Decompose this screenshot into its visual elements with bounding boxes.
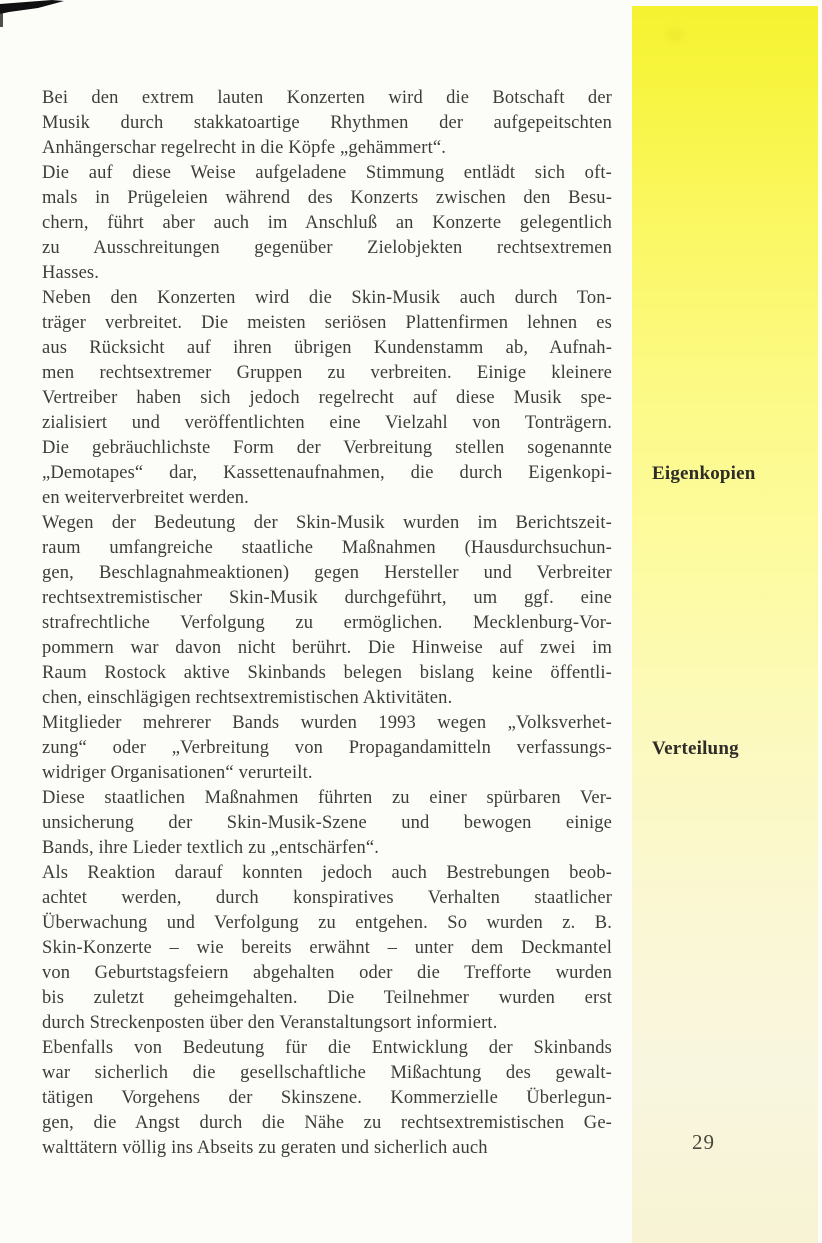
text-line: Diese staatlichen Maßnahmen führten zu einer spürbaren Ver- bbox=[42, 788, 612, 808]
paragraph bbox=[42, 286, 612, 511]
text-line: walttätern völlig ins Abseits zu geraten und sicherlich auch bbox=[42, 1138, 488, 1158]
text-line: en weiterverbreitet werden. bbox=[42, 488, 249, 508]
text-line: Bands, ihre Lieder textlich zu „entschärfen“. bbox=[42, 838, 380, 858]
text-line: Wegen der Bedeutung der Skin-Musik wurden im Berichtszeit- bbox=[42, 513, 612, 533]
text-line: zialisiert und veröffentlichten eine Vielzahl von Tonträgern. bbox=[42, 413, 612, 433]
text-line: Vertreiber haben sich jedoch regelrecht auf diese Musik spe- bbox=[42, 388, 612, 408]
text-line: Neben den Konzerten wird die Skin-Musik auch durch Ton- bbox=[42, 288, 612, 308]
text-line: raum umfangreiche staatliche Maßnahmen (Hausdurchsuchun- bbox=[42, 538, 612, 558]
text-line: strafrechtliche Verfolgung zu ermöglichen. Mecklenburg-Vor- bbox=[42, 613, 612, 633]
text-line: Ebenfalls von Bedeutung für die Entwicklung der Skinbands bbox=[42, 1038, 612, 1058]
body-text bbox=[42, 86, 612, 1161]
text-line: zu Ausschreitungen gegenüber Zielobjekten rechtsextremen bbox=[42, 238, 612, 258]
text-line: rechtsextremistischer Skin-Musik durchgeführt, um ggf. eine bbox=[42, 588, 612, 608]
paragraph bbox=[42, 786, 612, 861]
text-line: bis zuletzt geheimgehalten. Die Teilnehmer wurden erst bbox=[42, 988, 612, 1008]
text-line: Die auf diese Weise aufgeladene Stimmung entlädt sich oft- bbox=[42, 163, 612, 183]
scan-smudge-artifact bbox=[666, 28, 684, 42]
text-line: zung“ oder „Verbreitung von Propagandamitteln verfassungs- bbox=[42, 738, 612, 758]
paragraph bbox=[42, 861, 612, 1036]
text-line: Anhängerschar regelrecht in die Köpfe „gehämmert“. bbox=[42, 138, 447, 158]
text-line: men rechtsextremer Gruppen zu verbreiten. Einige kleinere bbox=[42, 363, 612, 383]
margin-note-eigenkopien: Eigenkopien bbox=[652, 463, 756, 484]
paragraph bbox=[42, 161, 612, 286]
text-line: Mitglieder mehrerer Bands wurden 1993 wegen „Volksverhet- bbox=[42, 713, 612, 733]
text-line: chen, einschlägigen rechtsextremistischen Aktivitäten. bbox=[42, 688, 453, 708]
text-line: von Geburtstagsfeiern abgehalten oder die Trefforte wurden bbox=[42, 963, 612, 983]
text-line: Überwachung und Verfolgung zu entgehen. So wurden z. B. bbox=[42, 913, 612, 933]
text-line: Hasses. bbox=[42, 263, 100, 283]
text-line: durch Streckenposten über den Veranstaltungsort informiert. bbox=[42, 1013, 498, 1033]
text-line: war sicherlich die gesellschaftliche Mißachtung des gewalt- bbox=[42, 1063, 612, 1083]
text-line: widriger Organisationen“ verurteilt. bbox=[42, 763, 313, 783]
text-line: Skin-Konzerte – wie bereits erwähnt – unter dem Deckmantel bbox=[42, 938, 612, 958]
paragraph bbox=[42, 711, 612, 786]
text-line: tätigen Vorgehens der Skinszene. Kommerzielle Überlegun- bbox=[42, 1088, 612, 1108]
text-line: pommern war davon nicht berührt. Die Hinweise auf zwei im bbox=[42, 638, 612, 658]
yellow-margin-column bbox=[632, 6, 818, 1243]
text-line: gen, die Angst durch die Nähe zu rechtsextremistischen Ge- bbox=[42, 1113, 612, 1133]
text-line: „Demotapes“ dar, Kassettenaufnahmen, die durch Eigenkopi- bbox=[42, 463, 612, 483]
text-line: achtet werden, durch konspiratives Verhalten staatlicher bbox=[42, 888, 612, 908]
paragraph bbox=[42, 1036, 612, 1161]
text-line: mals in Prügeleien während des Konzerts zwischen den Besu- bbox=[42, 188, 612, 208]
page-number: 29 bbox=[692, 1130, 715, 1154]
paragraph bbox=[42, 511, 612, 711]
paragraph bbox=[42, 86, 612, 161]
text-line: gen, Beschlagnahmeaktionen) gegen Hersteller und Verbreiter bbox=[42, 563, 612, 583]
scan-corner-artifact bbox=[0, 0, 70, 60]
text-line: Die gebräuchlichste Form der Verbreitung stellen sogenannte bbox=[42, 438, 612, 458]
margin-note-verteilung: Verteilung bbox=[652, 738, 739, 759]
text-line: Raum Rostock aktive Skinbands belegen bislang keine öffentli- bbox=[42, 663, 612, 683]
text-line: Als Reaktion darauf konnten jedoch auch Bestrebungen beob- bbox=[42, 863, 612, 883]
text-line: aus Rücksicht auf ihren übrigen Kundenstamm ab, Aufnah- bbox=[42, 338, 612, 358]
text-line: unsicherung der Skin-Musik-Szene und bewogen einige bbox=[42, 813, 612, 833]
text-line: Bei den extrem lauten Konzerten wird die Botschaft der bbox=[42, 88, 612, 108]
text-line: Musik durch stakkatoartige Rhythmen der aufgepeitschten bbox=[42, 113, 612, 133]
text-line: chern, führt aber auch im Anschluß an Konzerte gelegentlich bbox=[42, 213, 612, 233]
text-line: träger verbreitet. Die meisten seriösen Plattenfirmen lehnen es bbox=[42, 313, 612, 333]
